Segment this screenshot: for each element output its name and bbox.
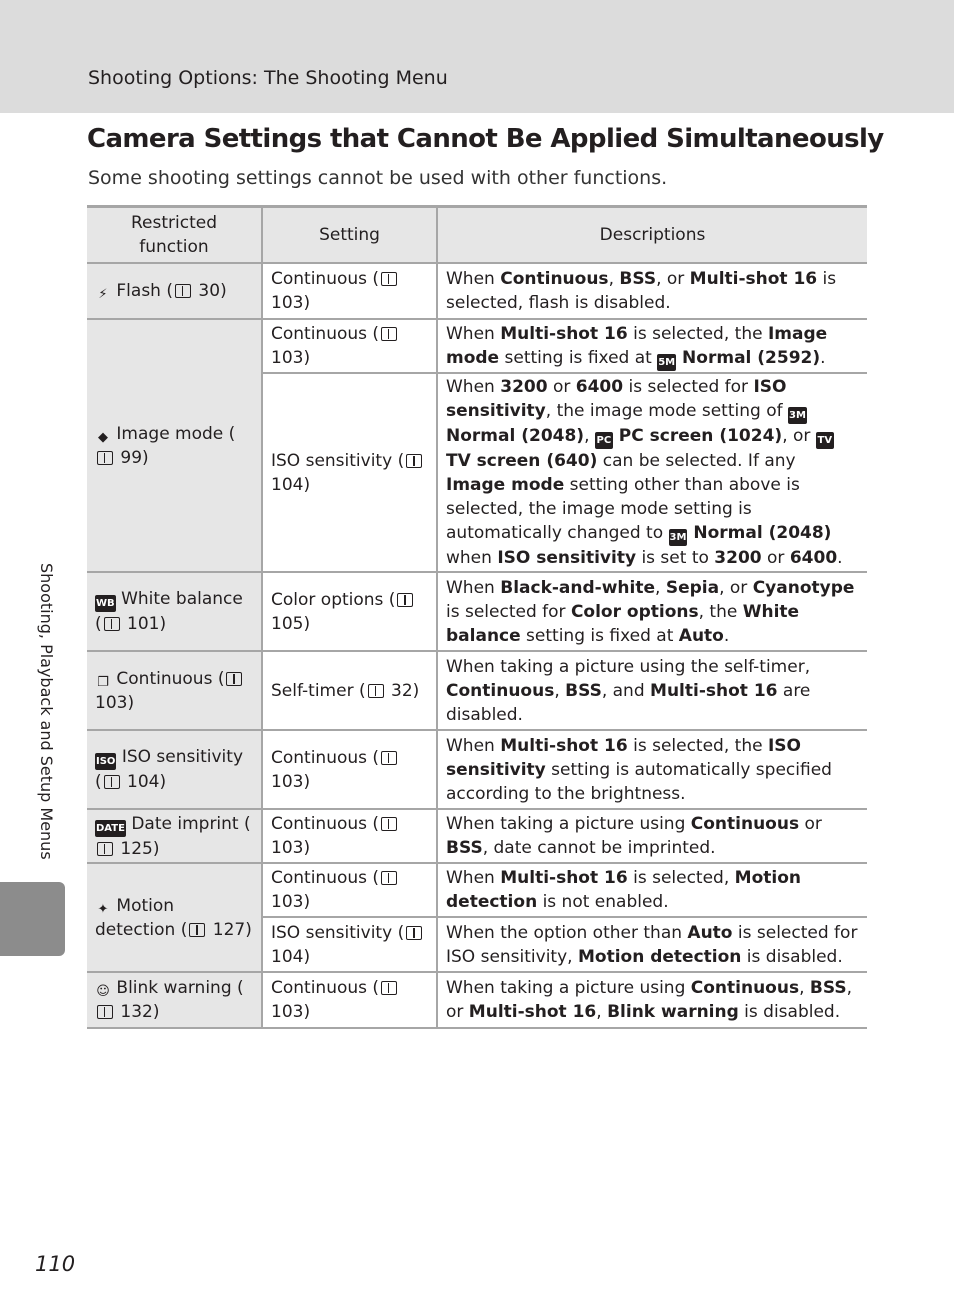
page-reference-icon (97, 451, 113, 465)
description-emphasis: Multi-shot 16 (500, 735, 628, 756)
page-reference-icon (104, 775, 120, 789)
description-emphasis: 6400 (789, 548, 838, 568)
description-cell (437, 917, 867, 972)
description-text: is not enabled. (537, 892, 669, 912)
description-emphasis: 6400 (575, 377, 624, 397)
iso-icon: ISO (95, 753, 116, 770)
setting-cell: Continuous ( 103) (262, 730, 437, 809)
image-mode-icon: ◆ (98, 429, 108, 445)
settings-table (87, 205, 867, 1029)
description-text: setting is fixed at (520, 625, 679, 646)
setting-cell: Self-timer ( 32) (262, 651, 437, 730)
restricted-function-cell: ✦ Motion detection ( 127) (87, 863, 262, 972)
description-emphasis: ISO sensitivity (497, 548, 637, 568)
description-text: setting is fixed at (499, 347, 658, 368)
description-text: , (554, 680, 566, 701)
blink-warning-icon: ☺ (96, 984, 110, 999)
setting-cell: Continuous ( 103) (262, 972, 437, 1028)
page-reference-icon (104, 617, 120, 631)
function-page-ref: 101 (127, 614, 160, 634)
page-reference-icon (226, 672, 242, 686)
description-text: , (584, 426, 595, 446)
description-text: is disabled. (738, 1002, 841, 1022)
function-name: White balance (121, 589, 243, 609)
description-emphasis: Auto (687, 922, 733, 943)
description-cell (437, 263, 867, 319)
setting-name: Color options (271, 589, 384, 610)
description-text: or (799, 814, 822, 834)
function-name: Image mode (116, 423, 224, 444)
setting-page-ref: 105 (271, 613, 304, 634)
image-size-3m-icon: 3M (788, 407, 807, 424)
function-name: Motion detection (95, 895, 176, 940)
description-text: can be selected. If any (597, 451, 796, 471)
page-reference-icon (397, 593, 413, 607)
description-emphasis: Multi-shot 16 (650, 680, 778, 701)
restricted-function-cell: WB White balance ( 101) (87, 572, 262, 651)
setting-page-ref: 103 (271, 771, 304, 792)
description-text: When taking a picture using the self-timer, (446, 656, 811, 677)
setting-name: Continuous (271, 814, 368, 834)
description-text: or (547, 377, 576, 397)
description-text: , or (446, 978, 852, 1022)
description-text: setting is automatically specified according to the brightness. (446, 759, 832, 804)
description-text: When (446, 868, 501, 888)
table-row (87, 651, 867, 730)
description-text: . (723, 625, 730, 646)
description-text: is selected, the (627, 735, 768, 756)
setting-name: ISO sensitivity (271, 450, 393, 471)
description-emphasis: Cyanotype (752, 577, 855, 598)
setting-cell: Continuous ( 103) (262, 863, 437, 917)
page-reference-icon (381, 751, 397, 765)
description-emphasis: Multi-shot 16 (689, 269, 818, 289)
function-page-ref: 127 (212, 919, 246, 940)
image-size-3m-icon: 3M (669, 529, 688, 546)
description-text: or (761, 548, 790, 568)
description-text: When (446, 377, 501, 397)
description-emphasis: Image mode (446, 475, 565, 495)
description-emphasis: Sepia (665, 577, 720, 598)
page-reference-icon (189, 923, 205, 937)
description-emphasis: Continuous (500, 269, 609, 289)
description-cell (437, 730, 867, 809)
description-emphasis: BSS (809, 978, 847, 998)
page-reference-icon (381, 817, 397, 831)
setting-page-ref: 103 (271, 1002, 304, 1022)
description-emphasis: Continuous (446, 680, 555, 701)
description-emphasis: Normal (2048) (446, 426, 585, 446)
table-header-row (87, 207, 867, 264)
setting-page-ref: 104 (271, 474, 304, 495)
description-cell (437, 651, 867, 730)
description-text: When (446, 269, 501, 289)
description-text: , or (656, 269, 690, 289)
description-text: , (608, 269, 620, 289)
description-text: , the (698, 601, 743, 622)
description-emphasis: TV screen (640) (446, 451, 598, 471)
page-reference-icon (381, 272, 397, 286)
description-emphasis: Continuous (690, 814, 800, 834)
page-number: 110 (35, 1252, 76, 1276)
setting-name: Self-timer (271, 680, 354, 701)
function-page-ref: 125 (120, 838, 153, 859)
column-header: Descriptions (437, 207, 867, 264)
description-text: setting other than above is selected, the image mode setting is automatically changed to (446, 475, 800, 543)
description-text: When (446, 323, 501, 344)
column-header: Setting (262, 207, 437, 264)
page-title: Camera Settings that Cannot Be Applied Simultaneously (87, 124, 884, 154)
image-size-5m-icon: 5M (657, 354, 676, 371)
page-reference-icon (97, 1005, 113, 1019)
description-text: , or (719, 577, 753, 598)
description-emphasis: White balance (446, 601, 800, 646)
description-emphasis: Normal (2048) (687, 523, 832, 543)
continuous-icon: ❐ (97, 674, 109, 690)
description-emphasis: Multi-shot 16 (500, 323, 628, 344)
setting-page-ref: 103 (271, 838, 304, 858)
description-text: When (446, 577, 501, 598)
description-emphasis: Black-and-white (500, 577, 656, 598)
table-row (87, 263, 867, 319)
function-name: Date imprint (131, 813, 239, 834)
function-page-ref: 99 (120, 447, 143, 468)
setting-page-ref: 103 (271, 892, 304, 912)
description-emphasis: BSS (565, 680, 602, 701)
setting-name: Continuous (271, 269, 368, 289)
motion-detection-icon: ✦ (97, 901, 109, 917)
setting-name: Continuous (271, 747, 368, 768)
description-text: is selected for (623, 377, 754, 397)
pc-screen-icon: PC (595, 432, 613, 449)
table-row (87, 572, 867, 651)
setting-cell: Continuous ( 103) (262, 263, 437, 319)
restricted-function-cell: DATE Date imprint ( 125) (87, 809, 262, 863)
table-row (87, 730, 867, 809)
description-emphasis: BSS (619, 269, 657, 289)
white-balance-icon: WB (95, 595, 116, 612)
description-text: . (837, 548, 843, 568)
description-text: , (655, 577, 666, 598)
description-emphasis: Blink warning (607, 1002, 739, 1022)
description-emphasis: Continuous (690, 978, 800, 998)
description-text: When taking a picture using (446, 978, 691, 998)
header-title: Shooting Options: The Shooting Menu (88, 67, 448, 89)
description-text: are disabled. (446, 680, 811, 725)
function-name: Flash (116, 281, 161, 301)
description-text: When the option other than (446, 922, 688, 943)
page-reference-icon (381, 327, 397, 341)
description-cell (437, 863, 867, 917)
setting-cell: Continuous ( 103) (262, 319, 437, 373)
description-text: is set to (636, 548, 715, 568)
description-emphasis: ISO sensitivity (446, 735, 801, 780)
restricted-function-cell: ISO ISO sensitivity ( 104) (87, 730, 262, 809)
page-reference-icon (368, 684, 384, 698)
page-reference-icon (97, 842, 113, 856)
description-cell (437, 319, 867, 373)
column-header: Restricted function (87, 207, 262, 264)
description-text: When (446, 735, 501, 756)
description-cell (437, 373, 867, 572)
description-text: , or (782, 426, 816, 446)
description-emphasis: 3200 (714, 548, 762, 568)
setting-cell: ISO sensitivity ( 104) (262, 917, 437, 972)
section-tab (0, 882, 65, 956)
page-reference-icon (381, 981, 397, 995)
setting-cell: Color options ( 105) (262, 572, 437, 651)
description-text: , (596, 1002, 608, 1022)
setting-name: Continuous (271, 324, 368, 344)
setting-cell: Continuous ( 103) (262, 809, 437, 863)
header-band (0, 0, 954, 113)
description-text: , (799, 978, 810, 998)
date-imprint-icon: DATE (95, 820, 126, 837)
description-text: When taking a picture using (446, 814, 691, 834)
description-text: is disabled. (741, 946, 843, 967)
page-reference-icon (175, 284, 191, 298)
description-emphasis: Image mode (446, 323, 828, 368)
flash-icon: ⚡ (98, 287, 108, 302)
setting-name: Continuous (271, 978, 368, 998)
description-text: , the image mode setting of (545, 401, 788, 421)
restricted-function-cell: ☺ Blink warning ( 132) (87, 972, 262, 1028)
tv-screen-icon: TV (816, 432, 834, 449)
description-emphasis: BSS (446, 838, 483, 858)
setting-page-ref: 103 (271, 293, 304, 313)
setting-page-ref: 103 (271, 348, 304, 368)
description-emphasis: Color options (570, 601, 699, 622)
setting-page-ref: 104 (271, 946, 304, 967)
page-reference-icon (406, 454, 422, 468)
function-page-ref: 132 (120, 1002, 153, 1022)
function-name: Continuous (116, 668, 213, 689)
restricted-function-cell: ⚡ Flash ( 30) (87, 263, 262, 319)
description-text: , date cannot be imprinted. (482, 838, 716, 858)
description-text: is selected for ISO sensitivity, (446, 922, 858, 967)
description-text: . (820, 347, 826, 368)
description-emphasis: Multi-shot 16 (468, 1002, 597, 1022)
description-text: , and (601, 680, 651, 701)
description-text: is selected, flash is disabled. (446, 269, 837, 313)
table-row (87, 972, 867, 1028)
setting-cell: ISO sensitivity ( 104) (262, 373, 437, 572)
description-emphasis: Motion detection (577, 946, 742, 967)
description-emphasis: ISO sensitivity (446, 377, 787, 421)
page-reference-icon (381, 871, 397, 885)
setting-name: Continuous (271, 868, 368, 888)
description-cell (437, 572, 867, 651)
description-text: is selected, the (627, 323, 768, 344)
setting-name: ISO sensitivity (271, 922, 393, 943)
description-emphasis: Normal (2592) (676, 347, 821, 368)
function-page-ref: 104 (127, 772, 160, 792)
description-cell (437, 972, 867, 1028)
description-text: when (446, 548, 498, 568)
function-page-ref: 103 (95, 692, 128, 713)
description-emphasis: PC screen (1024) (612, 426, 783, 446)
restricted-function-cell: ❐ Continuous ( 103) (87, 651, 262, 730)
page-reference-icon (406, 926, 422, 940)
intro-text: Some shooting settings cannot be used with other functions. (88, 167, 668, 189)
function-name: Blink warning (116, 978, 232, 998)
setting-page-ref: 32 (391, 680, 413, 701)
table-row (87, 863, 867, 917)
description-emphasis: Auto (678, 625, 724, 646)
description-cell (437, 809, 867, 863)
description-emphasis: 3200 (500, 377, 548, 397)
function-page-ref: 30 (198, 281, 221, 301)
table-row (87, 809, 867, 863)
description-text: is selected, (627, 868, 735, 888)
function-name: ISO sensitivity (121, 747, 244, 767)
restricted-function-cell: ◆ Image mode ( 99) (87, 319, 262, 572)
description-emphasis: Multi-shot 16 (500, 868, 628, 888)
section-tab-label: Shooting, Playback and Setup Menus (37, 563, 56, 860)
description-emphasis: Motion detection (446, 868, 802, 912)
description-text: is selected for (446, 601, 571, 622)
table-row (87, 319, 867, 373)
